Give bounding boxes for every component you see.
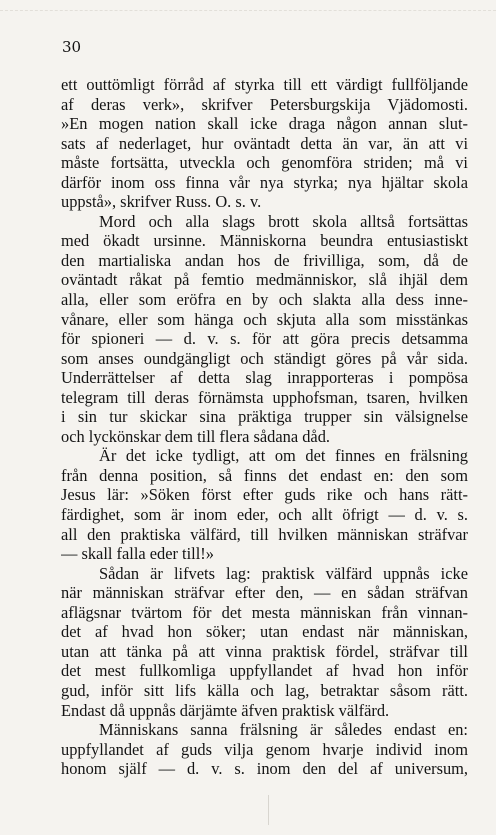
text-line: »En mogen nation skall icke draga någon annan slut-: [61, 114, 468, 134]
text-line: det af hvad hon söker; utan endast när människan,: [61, 622, 468, 642]
text-line: med ökadt ursinne. Människorna beundra entusiastiskt: [61, 231, 468, 251]
text-line: Endast då uppnås därjämte äfven praktisk välfärd.: [61, 700, 390, 720]
text-line: — skall falla eder till!»: [61, 544, 214, 564]
text-line: måste fortsätta, utveckla och genomföra striden; må vi: [61, 153, 468, 173]
text-line: vånare, eller som hänga och skjuta alla som misstänkas: [61, 309, 468, 329]
text-line: telegram till deras förnämsta upphofsman, tsaren, hvilken: [61, 387, 468, 407]
text-line: och lyckönskar dem till flera sådana dåd.: [61, 426, 330, 446]
text-line: när människan sträfvar efter den, — en sådan sträfvan: [61, 583, 468, 603]
text-line: därför inom oss finna vår nya styrka; nya hjältar skola: [61, 172, 468, 192]
text-line: från denna position, så finns det endast en: den som: [61, 465, 468, 485]
page-crease: [268, 795, 269, 825]
text-line: Människans sanna frälsning är således endast en:: [99, 720, 468, 740]
text-line: aflägsnar tvärtom för det mesta människan från vinnan-: [61, 602, 468, 622]
text-line: Sådan är lifvets lag: praktisk välfärd uppnås icke: [99, 563, 468, 583]
page-number: 30: [62, 38, 82, 56]
text-line: uppstå», skrifver Russ. O. s. v.: [61, 192, 262, 212]
text-line: Är det icke tydligt, att om det finnes en frälsning: [99, 446, 468, 466]
text-line: gud, inför sitt lifs källa och lag, betraktar såsom rätt.: [61, 680, 468, 700]
text-line: som anses oundgängligt och ständigt göres på vår sida.: [61, 348, 468, 368]
body-text: [61, 75, 468, 779]
text-line: i sin tur skickar sina präktiga trupper sin välsignelse: [61, 407, 468, 427]
text-line: den martialiska andan hos de frivilliga, som, då de: [61, 250, 468, 270]
text-line: ett outtömligt förråd af styrka till ett värdigt fullföljande: [61, 75, 468, 94]
text-line: färdighet, som är inom eder, och allt öfrigt — d. v. s.: [61, 505, 468, 525]
text-line: uppfyllandet af guds vilja genom hvarje individ inom: [61, 739, 468, 759]
text-line: af deras verk», skrifver Petersburgskija Vjädomosti.: [61, 94, 468, 114]
text-line: oväntadt råkat på femtio medmänniskor, slå ihjäl dem: [61, 270, 468, 290]
text-line: utan att tänka på att vinna praktisk fördel, sträfvar till: [61, 641, 468, 661]
text-line: för spioneri — d. v. s. för att göra precis detsamma: [61, 329, 468, 349]
text-line: Jesus lär: »Söken först efter guds rike och hans rätt-: [61, 485, 468, 505]
text-line: Mord och alla slags brott skola alltså fortsättas: [99, 211, 468, 231]
text-line: Underrättelser af detta slag inrapporteras i pompösa: [61, 368, 468, 388]
text-line: all den praktiska välfärd, till hvilken människan sträfvar: [61, 524, 468, 544]
text-line: honom själf — d. v. s. inom den del af universum,: [61, 759, 468, 779]
page-top-edge: [0, 10, 496, 12]
text-line: alla, eller som eröfra en by och slakta alla dess inne-: [61, 290, 468, 310]
text-line: det mest fullkomliga uppfyllandet af hvad hon inför: [61, 661, 468, 681]
text-line: sats af nederlaget, hur oväntadt detta än var, än att vi: [61, 133, 468, 153]
